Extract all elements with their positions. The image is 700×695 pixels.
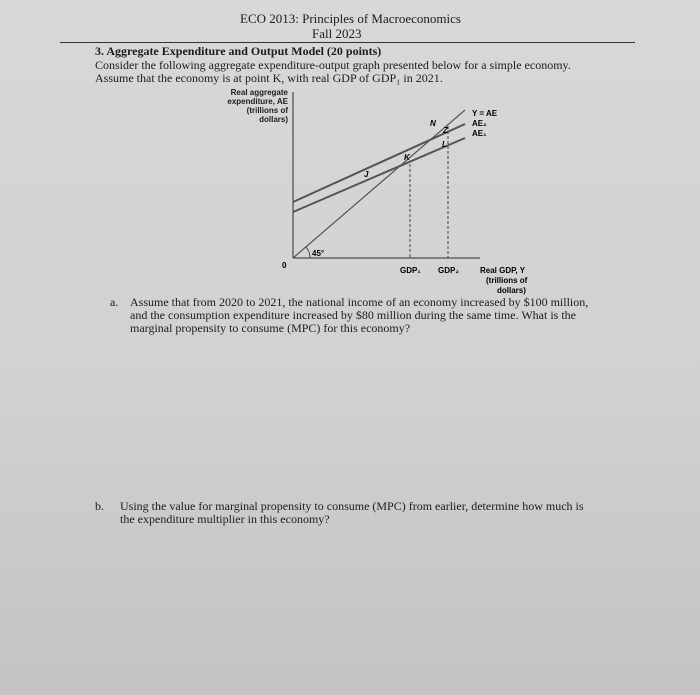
point-j-label: J: [364, 170, 369, 179]
y-axis-label-line: dollars): [259, 115, 288, 124]
question-intro-line-1: Consider the following aggregate expenditure-output graph presented below for a simple economy.: [95, 58, 571, 72]
part-b-text: [120, 500, 690, 526]
course-title: ECO 2013: Principles of Macroeconomics: [240, 11, 461, 26]
ae-output-graph: [190, 88, 550, 300]
point-z-label: Z: [443, 126, 448, 135]
graph-svg: [190, 88, 550, 300]
part-a-text: [130, 296, 690, 335]
ae2-line: [293, 124, 465, 202]
point-l-label: L: [442, 140, 447, 149]
header-divider: [60, 42, 635, 43]
question-heading: 3. Aggregate Expenditure and Output Model (20 points): [95, 44, 382, 58]
part-b-line: Using the value for marginal propensity to consume (MPC) from earlier, determine how much is: [120, 499, 584, 513]
angle-label: 45°: [312, 249, 325, 258]
y-axis-label-line: (trillions of: [246, 106, 288, 115]
part-a-line: and the consumption expenditure increased by $80 million during the same time. What is the: [130, 308, 577, 322]
part-a-line: Assume that from 2020 to 2021, the national income of an economy increased by $100 million,: [130, 295, 589, 309]
tick-gdp1: GDP₁: [400, 266, 421, 275]
question-intro-line-2: Assume that the economy is at point K, with real GDP of GDP₁ in 2021.: [95, 71, 443, 85]
origin-label: 0: [282, 261, 287, 270]
line-label-y-ae: Y = AE: [472, 109, 498, 118]
point-k-label: K: [404, 153, 410, 162]
x-axis-label-line: (trillions of: [486, 276, 528, 285]
point-n-label: N: [430, 119, 436, 128]
part-b-line: the expenditure multiplier in this economy?: [120, 512, 330, 526]
x-axis-label-line: dollars): [497, 286, 526, 295]
term-label: Fall 2023: [312, 26, 362, 41]
tick-gdp2: GDP₂: [438, 266, 459, 275]
part-b-label: b.: [95, 499, 104, 513]
angle-arc: [306, 247, 310, 258]
part-a-line: marginal propensity to consume (MPC) for this economy?: [130, 321, 411, 335]
y-axis-label-line: expenditure, AE: [227, 97, 288, 106]
y-axis-label-line: Real aggregate: [230, 88, 288, 97]
ae1-line: [293, 138, 465, 212]
line-label-ae2: AE₂: [472, 119, 487, 128]
x-axis-label-line: Real GDP, Y: [480, 266, 526, 275]
line-label-ae1: AE₁: [472, 129, 487, 138]
part-a-label: a.: [110, 295, 119, 309]
y-equals-ae-line: [293, 110, 465, 258]
